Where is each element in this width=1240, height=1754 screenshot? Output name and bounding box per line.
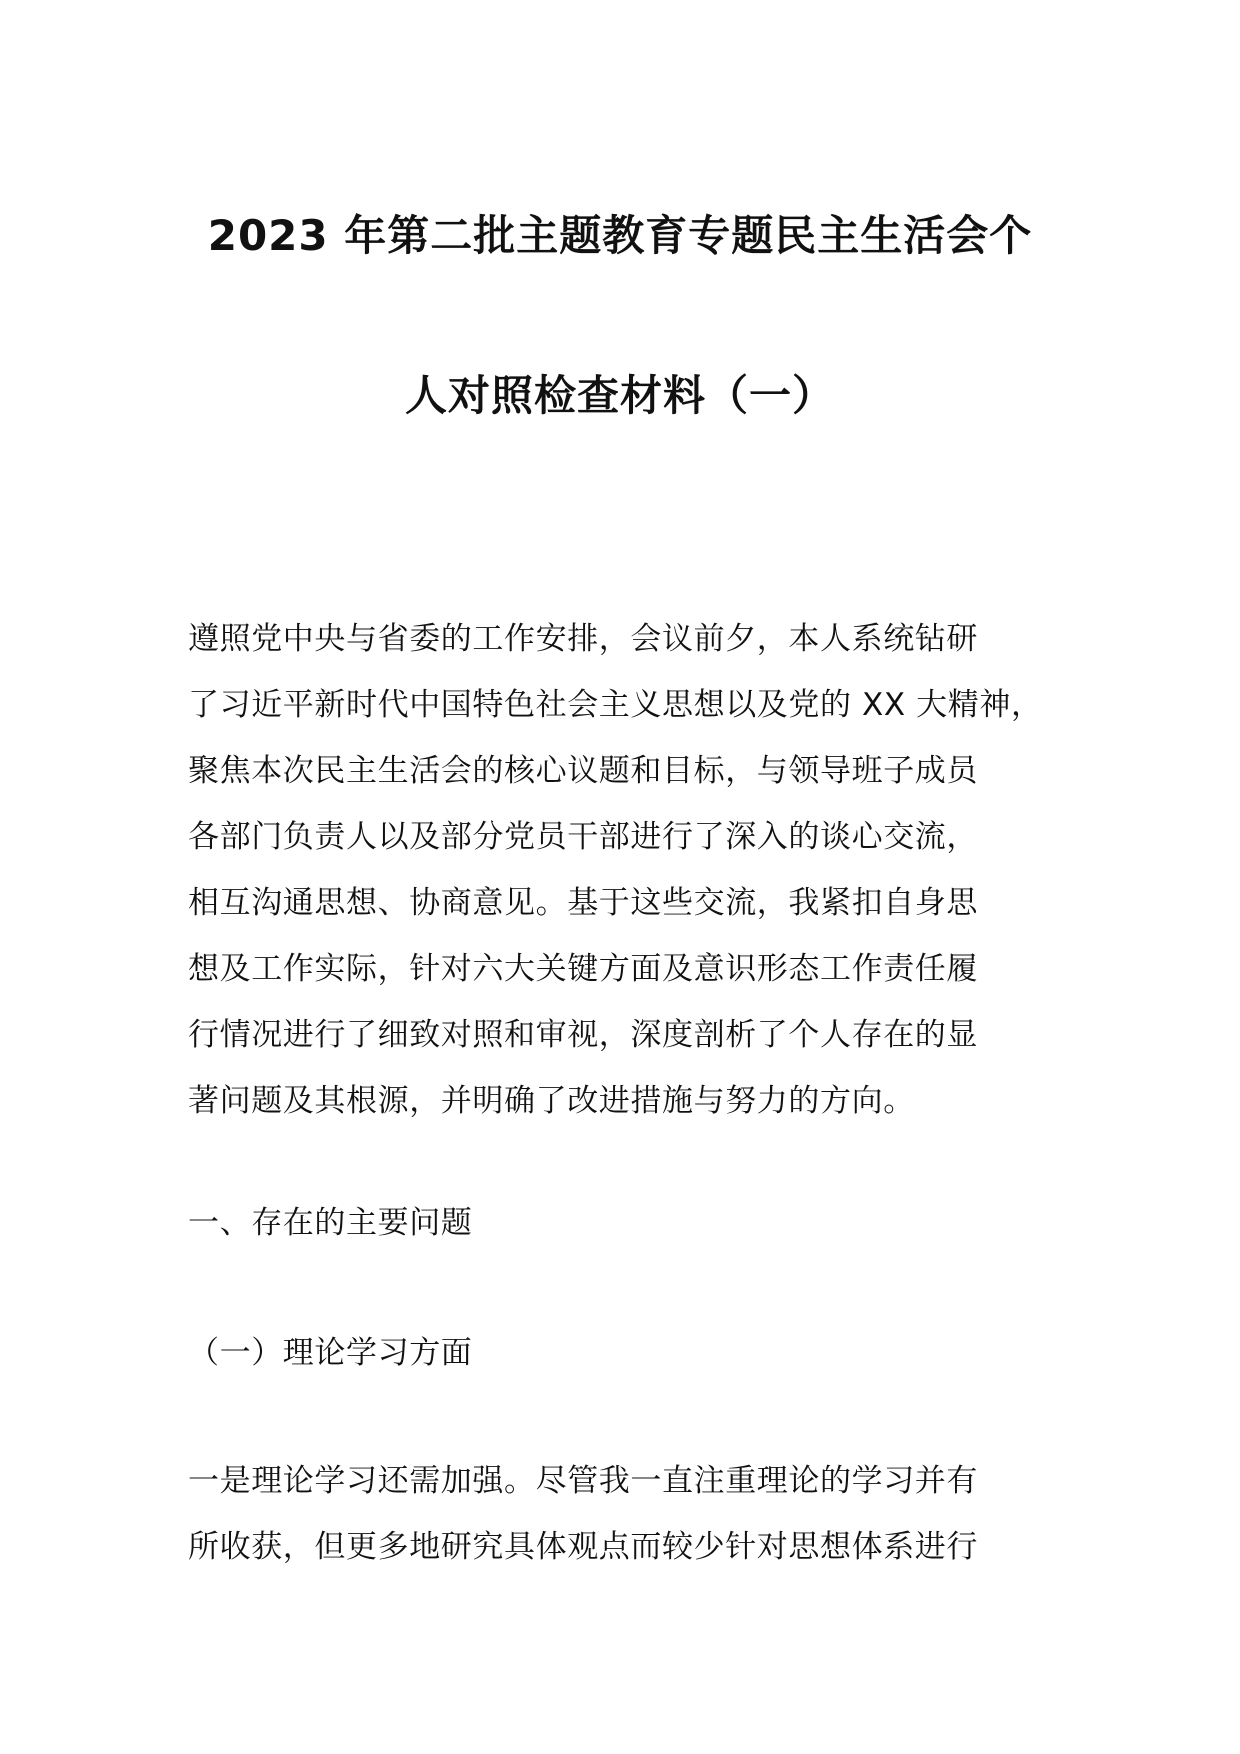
document-title-line-2: 人对照检查材料（一） xyxy=(404,371,835,420)
subsection-heading: （一）理论学习方面 xyxy=(188,1335,473,1371)
intro-line-4: 各部门负责人以及部分党员干部进行了深入的谈心交流， xyxy=(188,819,978,855)
document-title-line-1: 2023 年第二批主题教育专题民主生活会个 xyxy=(207,211,1033,260)
intro-paragraph xyxy=(188,606,1088,1134)
intro-line-7: 行情况进行了细致对照和审视，深度剖析了个人存在的显 xyxy=(188,1017,978,1053)
intro-line-1: 遵照党中央与省委的工作安排，会议前夕，本人系统钻研 xyxy=(188,621,978,657)
intro-line-8: 著问题及其根源，并明确了改进措施与努力的方向。 xyxy=(188,1083,915,1119)
point-line-2: 所收获，但更多地研究具体观点而较少针对思想体系进行 xyxy=(188,1529,978,1565)
section-heading: 一、存在的主要问题 xyxy=(188,1205,473,1241)
point-paragraph xyxy=(188,1448,1088,1580)
point-line-1: 一是理论学习还需加强。尽管我一直注重理论的学习并有 xyxy=(188,1463,978,1499)
intro-line-2: 了习近平新时代中国特色社会主义思想以及党的 XX 大精神， xyxy=(188,687,1043,723)
intro-line-5: 相互沟通思想、协商意见。基于这些交流，我紧扣自身思 xyxy=(188,885,978,921)
intro-line-3: 聚焦本次民主生活会的核心议题和目标，与领导班子成员 xyxy=(188,753,978,789)
intro-line-6: 想及工作实际，针对六大关键方面及意识形态工作责任履 xyxy=(188,951,978,987)
